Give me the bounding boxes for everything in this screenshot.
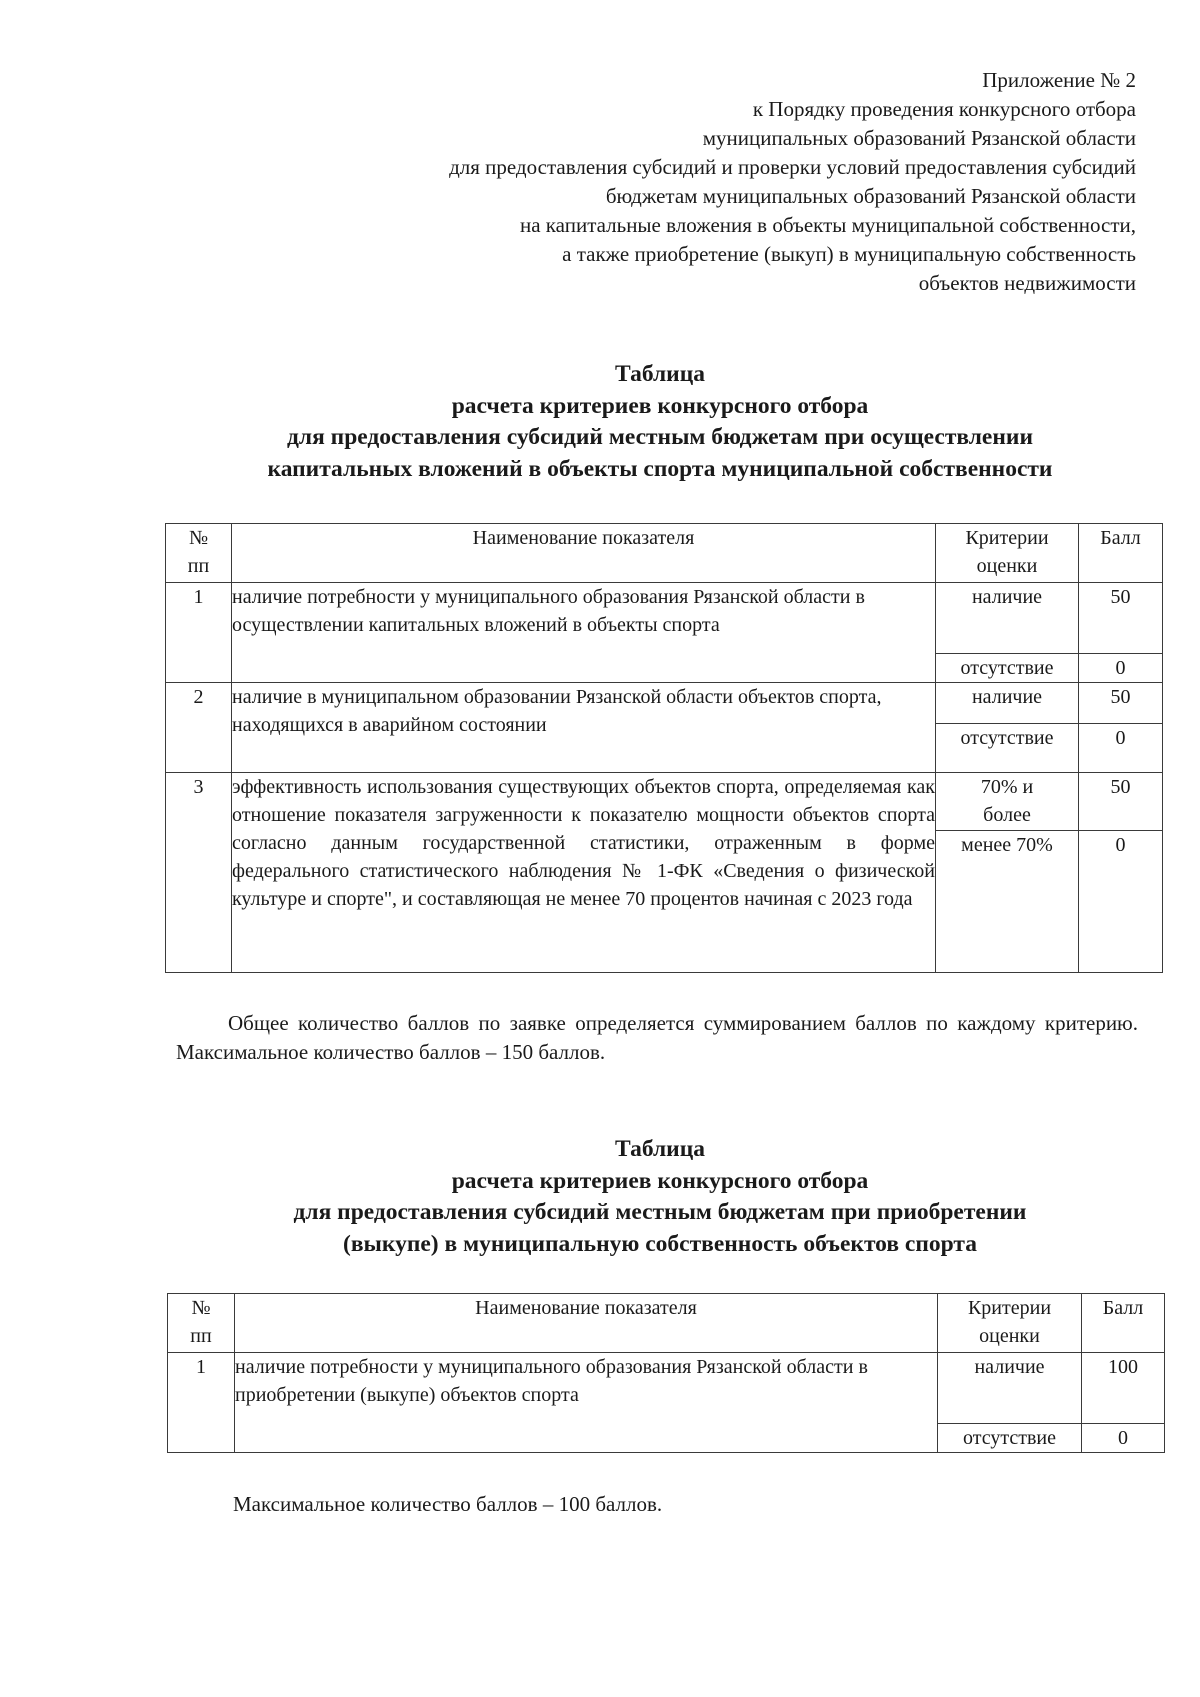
header-num-line1: №	[191, 1297, 211, 1319]
table-row	[166, 683, 1163, 724]
table-row	[166, 773, 1163, 831]
summary-paragraph: Общее количество баллов по заявке определяется суммированием баллов по каждому критерию. Максимальное количество баллов – 150 баллов.	[176, 1011, 1138, 1064]
header-criteria-line1: Критерии	[967, 1297, 1052, 1319]
row-indicator: наличие потребности у муниципального образования Рязанской области в осуществлении капитальных вложений в объекты спорта	[232, 583, 936, 683]
header-criteria	[936, 524, 1079, 583]
row-indicator: наличие в муниципальном образовании Рязанской области объектов спорта, находящихся в аварийном состоянии	[232, 683, 936, 773]
appendix-header	[449, 66, 1136, 298]
ball-value: 50	[1079, 583, 1163, 654]
criteria-table-construction	[165, 523, 1163, 973]
appendix-line: к Порядку проведения конкурсного отбора	[752, 97, 1136, 121]
table1-title	[150, 359, 1170, 485]
header-num	[168, 1294, 235, 1353]
row-num: 1	[166, 583, 232, 683]
appendix-line: объектов недвижимости	[918, 271, 1136, 295]
criteria-value: наличие	[936, 683, 1079, 724]
header-criteria-line2: оценки	[976, 555, 1038, 577]
title-line: капитальных вложений в объекты спорта муниципальной собственности	[267, 455, 1053, 482]
header-num-line1: №	[188, 527, 209, 549]
header-num-line2: пп	[190, 1325, 212, 1347]
table2-title	[150, 1134, 1170, 1260]
appendix-line: муниципальных образований Рязанской области	[702, 126, 1136, 150]
row-num: 3	[166, 773, 232, 973]
criteria-value: менее 70%	[936, 831, 1079, 973]
ball-value: 0	[1079, 831, 1163, 973]
header-ball: Балл	[1082, 1294, 1165, 1353]
title-line: расчета критериев конкурсного отбора	[451, 392, 869, 419]
criteria-value: наличие	[936, 583, 1079, 654]
criteria-value: отсутствие	[936, 724, 1079, 773]
header-name: Наименование показателя	[232, 524, 936, 583]
appendix-line: для предоставления субсидий и проверки условий предоставления субсидий	[449, 155, 1136, 179]
ball-value: 50	[1079, 683, 1163, 724]
criteria-value: отсутствие	[938, 1424, 1082, 1453]
ball-value: 0	[1079, 654, 1163, 683]
criteria-table-purchase	[167, 1293, 1165, 1453]
table-row	[166, 583, 1163, 654]
header-ball: Балл	[1079, 524, 1163, 583]
title-line: Таблица	[614, 1136, 706, 1162]
header-num-line2: пп	[187, 555, 210, 577]
header-criteria	[938, 1294, 1082, 1353]
criteria-value-line2: более	[983, 804, 1031, 826]
header-criteria-line1: Критерии	[965, 527, 1049, 549]
table-row	[168, 1353, 1165, 1424]
row-num: 1	[168, 1353, 235, 1453]
title-line: для предоставления субсидий местным бюджетам при приобретении	[293, 1199, 1027, 1225]
header-num	[166, 524, 232, 583]
table-header-row	[168, 1294, 1165, 1353]
ball-value: 100	[1082, 1353, 1165, 1424]
header-name: Наименование показателя	[235, 1294, 938, 1353]
title-line: (выкупе) в муниципальную собственность объектов спорта	[343, 1230, 977, 1257]
appendix-line: а также приобретение (выкуп) в муниципальную собственность	[562, 242, 1136, 266]
ball-value: 0	[1079, 724, 1163, 773]
header-criteria-line2: оценки	[979, 1325, 1040, 1347]
ball-value: 0	[1082, 1424, 1165, 1453]
row-indicator: наличие потребности у муниципального образования Рязанской области в приобретении (выкупе) объектов спорта	[235, 1353, 938, 1453]
ball-value: 50	[1079, 773, 1163, 831]
row-indicator: эффективность использования существующих объектов спорта, определяемая как отношение показателя загруженности к показателю мощности объектов спорта согласно данным государственной статистики, отраженным в форме федерального статистического наблюдения № 1-ФК «Сведения о физической культуре и спорте", и составляющая не менее 70 процентов начиная с 2023 года	[232, 773, 936, 973]
appendix-line: на капитальные вложения в объекты муниципальной собственности,	[519, 213, 1136, 237]
criteria-value-line1: 70% и	[980, 776, 1034, 798]
criteria-value: отсутствие	[936, 654, 1079, 683]
table-header-row	[166, 524, 1163, 583]
title-line: Таблица	[614, 361, 706, 387]
title-line: расчета критериев конкурсного отбора	[451, 1167, 869, 1194]
appendix-line: бюджетам муниципальных образований Рязанской области	[605, 184, 1136, 208]
criteria-value: наличие	[938, 1353, 1082, 1424]
criteria-value	[936, 773, 1079, 831]
title-line: для предоставления субсидий местным бюджетам при осуществлении	[287, 424, 1033, 450]
appendix-line: Приложение № 2	[982, 68, 1136, 92]
row-num: 2	[166, 683, 232, 773]
max-score-note: Максимальное количество баллов – 100 баллов.	[233, 1492, 663, 1516]
